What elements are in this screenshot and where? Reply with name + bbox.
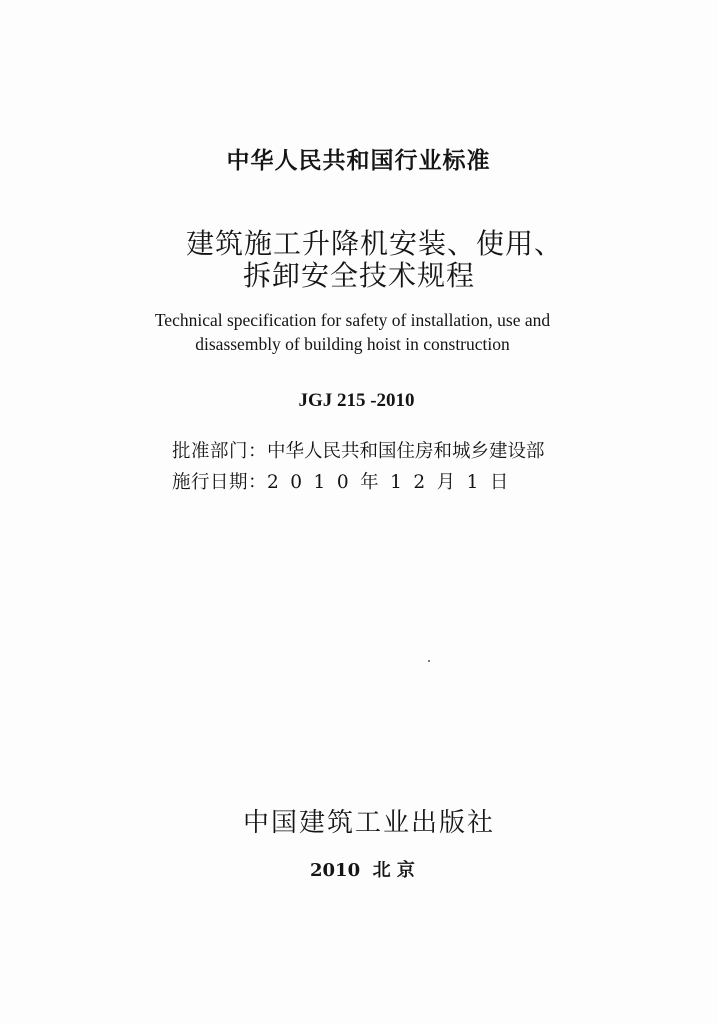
title-english-line-2: disassembly of building hoist in construction	[195, 334, 510, 354]
publication-year: 2010	[310, 860, 361, 881]
standard-code-text: JGJ 215 -2010	[298, 390, 415, 411]
approval-department	[172, 437, 717, 463]
title-english-line-1: Technical specification for safety of installation, use and	[154, 310, 551, 330]
publication-place: 北 京	[372, 860, 415, 881]
publisher-name: 中国建筑工业出版社	[243, 808, 496, 838]
effective-label: 施行日期：	[172, 472, 268, 493]
effective-value: 2010年12月1日	[267, 472, 520, 493]
scan-speck	[428, 660, 430, 662]
effective-date	[172, 468, 717, 494]
title-chinese-line-2: 拆卸安全技术规程	[243, 259, 476, 292]
approval-label: 批准部门：	[172, 441, 268, 462]
standard-category-heading: 中华人民共和国行业标准	[226, 148, 491, 174]
approval-value: 中华人民共和国住房和城乡建设部	[267, 441, 545, 462]
title-chinese-line-1: 建筑施工升降机安装、使用、	[186, 227, 564, 260]
publication-line	[310, 856, 717, 882]
standard-code	[0, 390, 717, 412]
